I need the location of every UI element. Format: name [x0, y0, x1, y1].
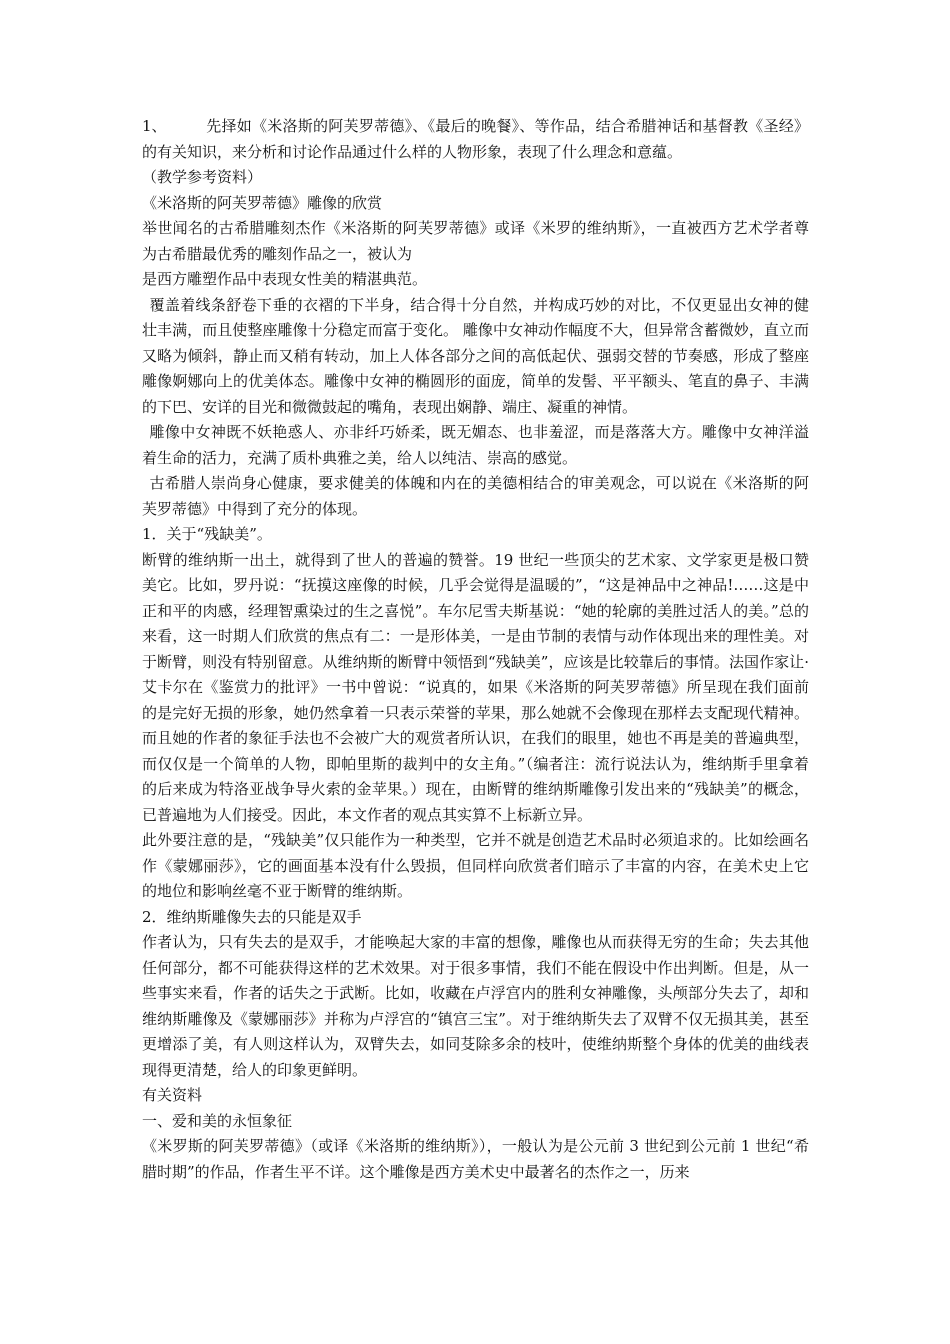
paragraph-greek-ideal: 古希腊人崇尚身心健康，要求健美的体魄和内在的美德相结合的审美观念，可以说在《米洛斯的阿芙罗蒂德》中得到了充分的体现。 — [142, 474, 809, 518]
document-page — [142, 114, 809, 1185]
heading-eternal-symbol: 一、爱和美的永恒象征 — [142, 1111, 293, 1130]
question-number: 1、 — [142, 117, 167, 135]
paragraph-hands: 作者认为，只有失去的是双手，才能唤起大家的丰富的想像，雕像也从而获得无穷的生命；失去其他任何部分，都不可能获得这样的艺术效果。对于很多事情，我们不能在假设中作出判断。但是，从一些事实来看，作者的话失之于武断。比如，收藏在卢浮宫内的胜利女神雕像，头颅部分失去了，却和维纳斯雕像及《蒙娜丽莎》并称为卢浮宫的“镇宫三宝”。对于维纳斯失去了双臂不仅无损其美，甚至更增添了美，有人则这样认为，双臂失去，如同芟除多余的枝叶，使维纳斯整个身体的优美的曲线表现得更清楚，给人的印象更鲜明。 — [142, 933, 809, 1079]
paragraph-drapery: 覆盖着线条舒卷下垂的衣褶的下半身，结合得十分自然，并构成巧妙的对比，不仅更显出女神的健壮丰满，而且使整座雕像十分稳定而富于变化。 雕像中女神动作幅度不大，但异常含蓄微妙，直立而又略为倾斜，静止而又稍有转动，加上人体各部分之间的高低起伏、强弱交替的节奏感，形成了整座雕像婀娜向上的优美体态。雕像中女神的椭圆形的面庞，简单的发髻、平平额头、笔直的鼻子、丰满的下巴、安详的目光和微微鼓起的嘴角，表现出娴静、端庄、凝重的神情。 — [142, 295, 809, 416]
paragraph-hellenistic: 《米罗斯的阿芙罗蒂德》（或译《米洛斯的维纳斯》），一般认为是公元前 3 世纪到公元前 1 世纪“希腊时期”的作品，作者生平不详。这个雕像是西方美术史中最著名的杰作之一，历来 — [142, 1137, 809, 1181]
heading-only-hands: 2．维纳斯雕像失去的只能是双手 — [142, 907, 362, 926]
paragraph-goddess: 雕像中女神既不妖艳惑人、亦非纤巧娇柔，既无媚态、也非羞涩，而是落落大方。雕像中女神洋溢着生命的活力，充满了质朴典雅之美，给人以纯洁、崇高的感觉。 — [142, 423, 809, 467]
paragraph-intro: 举世闻名的古希腊雕刻杰作《米洛斯的阿芙罗蒂德》或译《米罗的维纳斯》，一直被西方艺术学者尊为古希腊最优秀的雕刻作品之一，被认为 — [142, 219, 809, 263]
heading-incomplete-beauty: 1．关于“残缺美”。 — [142, 525, 272, 543]
paragraph-mona-lisa: 此外要注意的是，“残缺美”仅只能作为一种类型，它并不就是创造艺术品时必须追求的。比如绘画名作《蒙娜丽莎》，它的画面基本没有什么毁损，但同样向欣赏者们暗示了丰富的内容，在美术史上它的地位和影响丝毫不亚于断臂的维纳斯。 — [142, 831, 809, 900]
section-title: 《米洛斯的阿芙罗蒂德》雕像的欣赏 — [142, 193, 383, 212]
paragraph-broken-arms: 断臂的维纳斯一出土，就得到了世人的普遍的赞誉。19 世纪一些顶尖的艺术家、文学家更是极口赞美它。比如，罗丹说：“抚摸这座像的时候，几乎会觉得是温暖的”，“这是神品中之神品!……这是中正和平的肉感，经理智熏染过的生之喜悦”。车尔尼雪夫斯基说：“她的轮廓的美胜过活人的美。”总的来看，这一时期人们欣赏的焦点有二：一是形体美，一是由节制的表情与动作体现出来的理性美。对于断臂，则没有特别留意。从维纳斯的断臂中领悟到“残缺美”，应该是比较靠后的事情。法国作家让·艾卡尔在《鉴赏力的批评》一书中曾说：“说真的，如果《米洛斯的阿芙罗蒂德》所呈现在我们面前的是完好无损的形象，她仍然拿着一只表示荣誉的苹果，那么她就不会像现在那样去支配现代精神。而且她的作者的象征手法也不会被广大的观赏者所认识，在我们的眼里，她也不再是美的普遍典型，而仅仅是一个简单的人物，即帕里斯的裁判中的女主角。”（编者注：流行说法认为，维纳斯手里拿着的后来成为特洛亚战争导火索的金苹果。）现在，由断臂的维纳斯雕像引发出来的“残缺美”的概念，已普遍地为人们接受。因此，本文作者的观点其实算不上标新立异。 — [142, 550, 809, 824]
paragraph-intro-continued: 是西方雕塑作品中表现女性美的精湛典范。 — [142, 270, 428, 288]
heading-related-materials: 有关资料 — [142, 1086, 203, 1104]
question-text: 先择如《米洛斯的阿芙罗蒂德》、《最后的晚餐》、等作品，结合希腊神话和基督教《圣经》的有关知识，来分析和讨论作品通过什么样的人物形象，表现了什么理念和意蕴。 — [142, 117, 809, 161]
reference-label: （教学参考资料） — [142, 168, 263, 186]
question-paragraph — [142, 114, 809, 165]
